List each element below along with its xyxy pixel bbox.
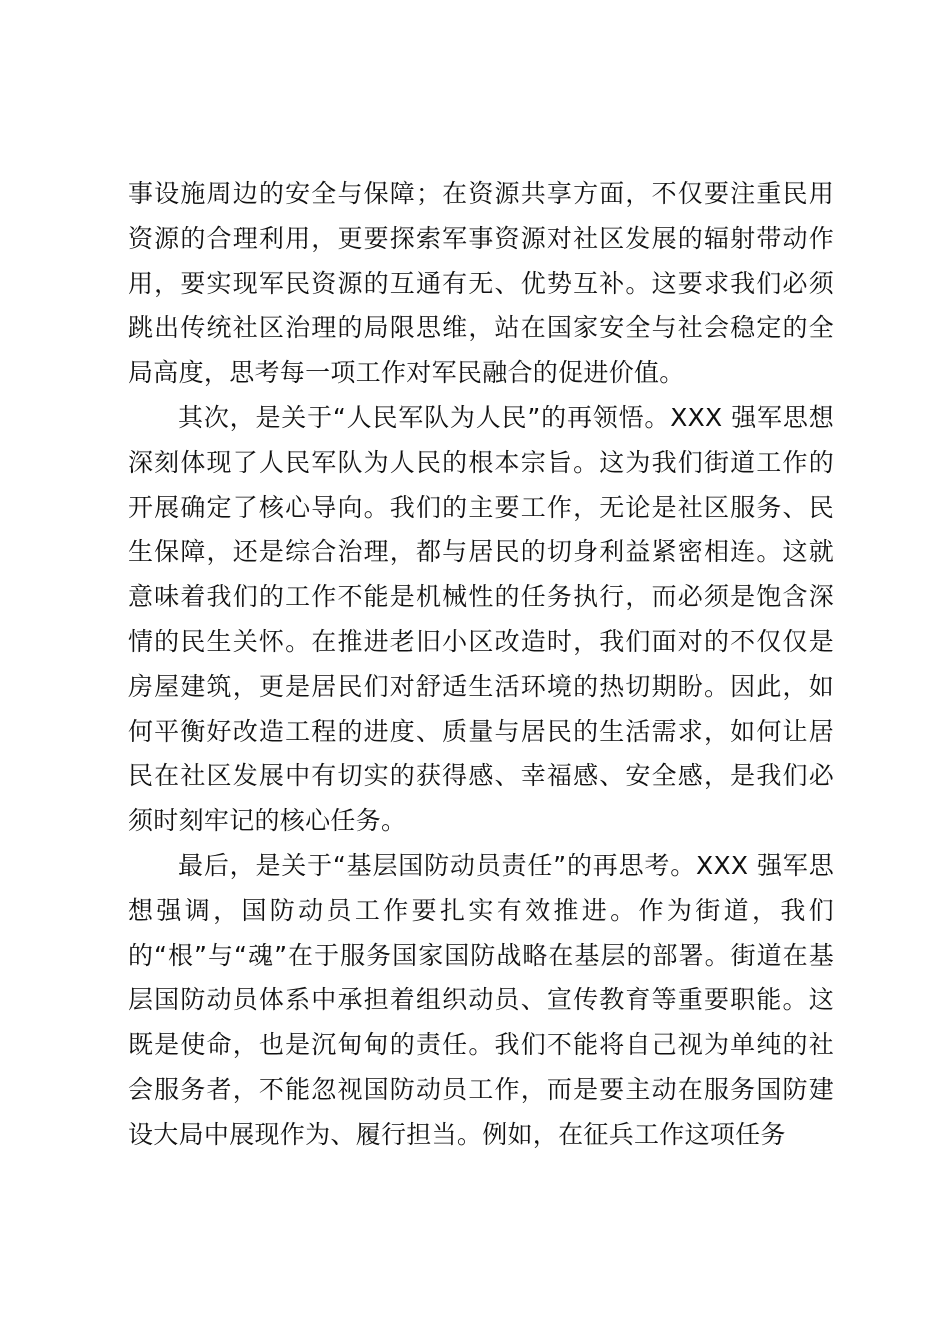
paragraph-3: 最后，是关于“基层国防动员责任”的再思考。XXX 强军思想强调，国防动员工作要扎实有效推进。作为街道，我们的“根”与“魂”在于服务国家国防战略在基层的部署。街道在基层国防动员体系中承担着组织动员、宣传教育等重要职能。这既是使命，也是沉甸甸的责任。我们不能将自己视为单纯的社会服务者，不能忽视国防动员工作，而是要主动在服务国防建设大局中展现作为、履行担当。例如，在征兵工作这项任务 (128, 850, 834, 1149)
document-body (128, 172, 834, 1158)
paragraph-1: 事设施周边的安全与保障；在资源共享方面，不仅要注重民用资源的合理利用，更要探索军事资源对社区发展的辐射带动作用，要实现军民资源的互通有无、优势互补。这要求我们必须跳出传统社区治理的局限思维，站在国家安全与社会稳定的全局高度，思考每一项工作对军民融合的促进价值。 (128, 179, 834, 388)
paragraph-2: 其次，是关于“人民军队为人民”的再领悟。XXX 强军思想深刻体现了人民军队为人民的根本宗旨。这为我们街道工作的开展确定了核心导向。我们的主要工作，无论是社区服务、民生保障，还是综合治理，都与居民的切身利益紧密相连。这就意味着我们的工作不能是机械性的任务执行，而必须是饱含深情的民生关怀。在推进老旧小区改造时，我们面对的不仅仅是房屋建筑，更是居民们对舒适生活环境的热切期盼。因此，如何平衡好改造工程的进度、质量与居民的生活需求，如何让居民在社区发展中有切实的获得感、幸福感、安全感，是我们必须时刻牢记的核心任务。 (128, 402, 834, 836)
